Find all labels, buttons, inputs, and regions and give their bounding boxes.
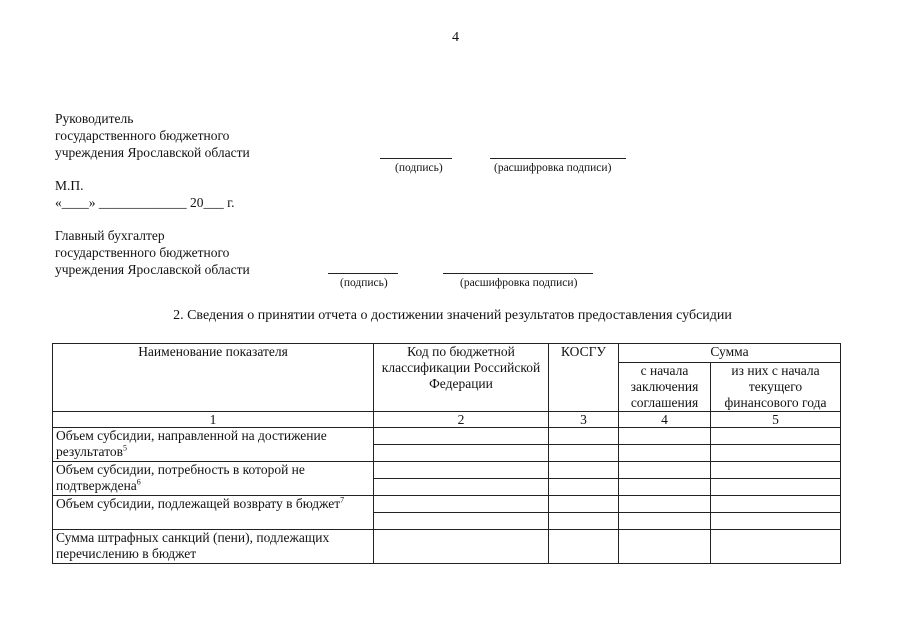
value-cell[interactable]: [711, 513, 841, 530]
value-cell[interactable]: [549, 513, 619, 530]
table-row: [53, 428, 841, 445]
value-cell[interactable]: [374, 479, 549, 496]
accountant-decoding-line: [443, 273, 593, 274]
director-line: учреждения Ярославской области: [55, 145, 250, 160]
header-kosgu: КОСГУ: [549, 344, 619, 412]
table-row: [53, 496, 841, 513]
header-from-year: из них с начала текущего финансового года: [711, 363, 841, 412]
value-cell[interactable]: [619, 462, 711, 479]
column-number: 2: [374, 412, 549, 428]
stamp-label: М.П.: [55, 178, 84, 193]
director-decoding-line: [490, 158, 626, 159]
value-cell[interactable]: [711, 445, 841, 462]
row-name: [53, 530, 374, 564]
row-name: [53, 462, 374, 496]
value-cell[interactable]: [549, 445, 619, 462]
director-line: государственного бюджетного: [55, 128, 230, 143]
director-decoding-caption: (расшифровка подписи): [494, 162, 612, 174]
row-name-text: Объем субсидии, подлежащей возврату в бюджет: [56, 496, 341, 511]
value-cell[interactable]: [711, 479, 841, 496]
table-body: [53, 428, 841, 564]
column-number-row: [53, 412, 841, 428]
accountant-signature-caption: (подпись): [340, 277, 388, 289]
table-row: [53, 462, 841, 479]
value-cell[interactable]: [374, 530, 549, 564]
value-cell[interactable]: [619, 479, 711, 496]
row-footnote: 7: [340, 495, 345, 505]
page-number: 4: [452, 30, 459, 45]
column-number: 5: [711, 412, 841, 428]
column-number: 1: [53, 412, 374, 428]
row-name-text: Объем субсидии, потребность в которой не подтверждена: [56, 462, 305, 493]
value-cell[interactable]: [549, 496, 619, 513]
value-cell[interactable]: [619, 445, 711, 462]
value-cell[interactable]: [619, 513, 711, 530]
header-sum: Сумма: [619, 344, 841, 363]
header-name: Наименование показателя: [53, 344, 374, 412]
accountant-signature-line: [328, 273, 398, 274]
value-cell[interactable]: [711, 496, 841, 513]
header-from-agreement: с начала заключения соглашения: [619, 363, 711, 412]
section-title: 2. Сведения о принятии отчета о достижении значений результатов предоставления субсидии: [173, 308, 732, 323]
accountant-line: государственного бюджетного: [55, 245, 230, 260]
value-cell[interactable]: [549, 479, 619, 496]
accountant-title: [55, 227, 250, 278]
value-cell[interactable]: [549, 530, 619, 564]
row-footnote: 5: [123, 443, 128, 453]
value-cell[interactable]: [619, 496, 711, 513]
value-cell[interactable]: [711, 462, 841, 479]
row-footnote: 6: [136, 477, 141, 487]
column-number: 4: [619, 412, 711, 428]
row-name: [53, 496, 374, 530]
accountant-decoding-caption: (расшифровка подписи): [460, 277, 578, 289]
row-name: [53, 428, 374, 462]
row-name-text: Объем субсидии, направленной на достижение результатов: [56, 428, 327, 459]
row-name-text: Сумма штрафных санкций (пени), подлежащих перечислению в бюджет: [56, 530, 330, 561]
value-cell[interactable]: [374, 428, 549, 445]
value-cell[interactable]: [711, 530, 841, 564]
column-number: 3: [549, 412, 619, 428]
director-signature-caption: (подпись): [395, 162, 443, 174]
accountant-line: Главный бухгалтер: [55, 228, 165, 243]
value-cell[interactable]: [711, 428, 841, 445]
value-cell[interactable]: [374, 462, 549, 479]
date-line: «____» _____________ 20___ г.: [55, 195, 235, 210]
value-cell[interactable]: [374, 445, 549, 462]
value-cell[interactable]: [549, 428, 619, 445]
value-cell[interactable]: [374, 513, 549, 530]
value-cell[interactable]: [374, 496, 549, 513]
director-line: Руководитель: [55, 111, 134, 126]
value-cell[interactable]: [549, 462, 619, 479]
value-cell[interactable]: [619, 428, 711, 445]
header-code: Код по бюджетной классификации Российской Федерации: [374, 344, 549, 412]
accountant-line: учреждения Ярославской области: [55, 262, 250, 277]
director-signature-line: [380, 158, 452, 159]
value-cell[interactable]: [619, 530, 711, 564]
report-table: [52, 343, 841, 564]
director-title: [55, 110, 250, 161]
table-row: [53, 530, 841, 547]
